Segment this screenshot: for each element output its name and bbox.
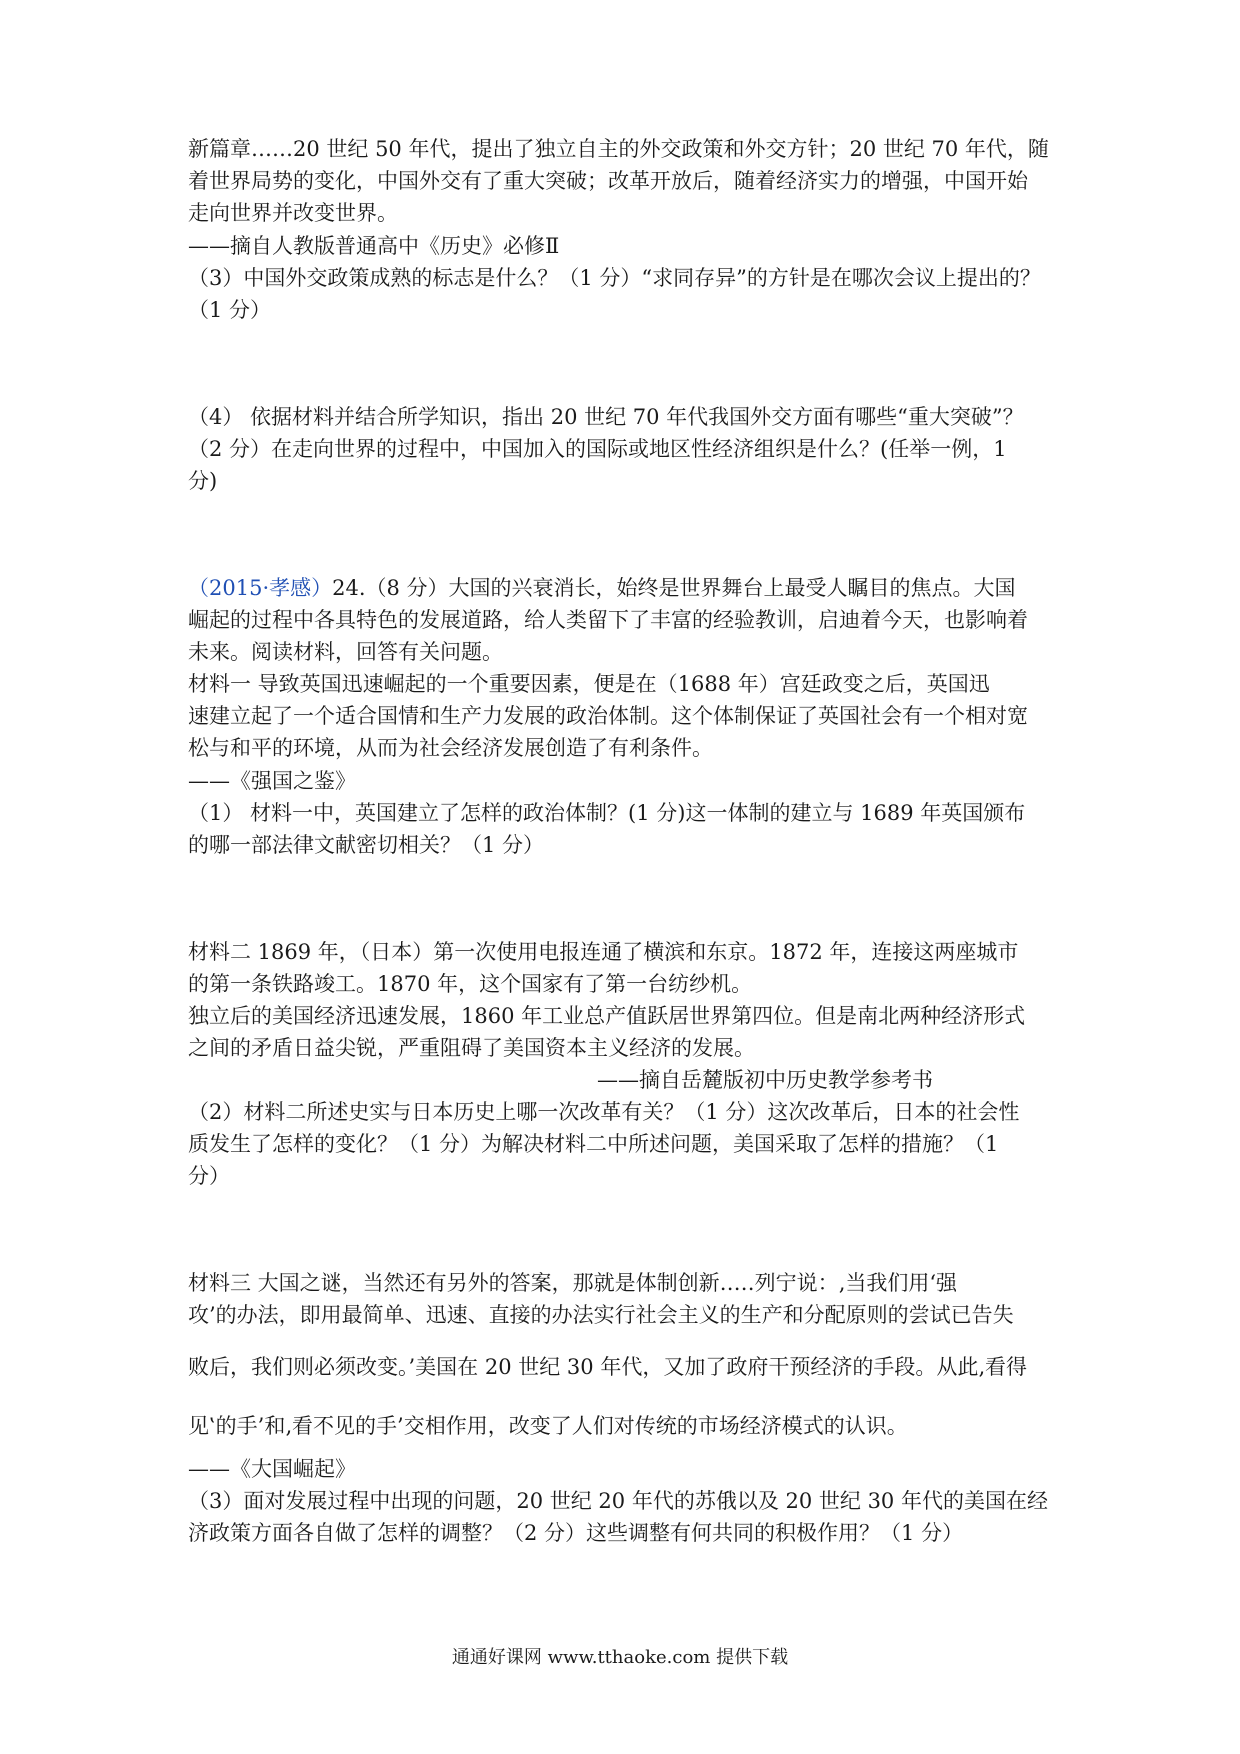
- source-citation: ——摘自人教版普通高中《历史》必修Ⅱ: [188, 234, 560, 258]
- source-citation: ——《大国崛起》: [188, 1457, 356, 1481]
- text-line: 攻’的办法，即用最简单、迅速、直接的办法实行社会主义的生产和分配原则的尝试已告失: [188, 1303, 1014, 1327]
- material-1: 材料一 导致英国迅速崛起的一个重要因素，便是在（1688 年）宫廷政变之后，英国迅: [188, 672, 990, 696]
- text-line: 速建立起了一个适合国情和生产力发展的政治体制。这个体制保证了英国社会有一个相对宽: [188, 704, 1028, 728]
- text-line: 济政策方面各自做了怎样的调整？（2 分）这些调整有何共同的积极作用？（1 分）: [188, 1521, 964, 1545]
- text-line: （1 分）: [188, 298, 272, 322]
- text-line: 的第一条铁路竣工。1870 年，这个国家有了第一台纺纱机。: [188, 972, 753, 996]
- page-footer: 通通好课网 www.tthaoke.com 提供下载: [451, 1647, 789, 1668]
- question-4: （4） 依据材料并结合所学知识，指出 20 世纪 70 年代我国外交方面有哪些“重大突破”？: [188, 405, 1024, 429]
- text-line: 的哪一部法律文献密切相关？（1 分）: [188, 833, 545, 857]
- question-24-intro: [188, 573, 1060, 603]
- text-line: 走向世界并改变世界。: [188, 201, 398, 225]
- text-line: （2 分）在走向世界的过程中，中国加入的国际或地区性经济组织是什么？(任举一例，1: [188, 437, 1007, 461]
- material-2: 材料二 1869 年，（日本）第一次使用电报连通了横滨和东京。1872 年，连接这两座城市: [188, 940, 1019, 964]
- source-citation-right: ——摘自岳麓版初中历史教学参考书: [597, 1068, 933, 1092]
- text-line: 着世界局势的变化，中国外交有了重大突破；改革开放后，随着经济实力的增强，中国开始: [188, 169, 1028, 193]
- text-line: 质发生了怎样的变化？（1 分）为解决材料二中所述问题，美国采取了怎样的措施？（1: [188, 1132, 999, 1156]
- text-line: 未来。阅读材料，回答有关问题。: [188, 640, 503, 664]
- question-3-b: （3）面对发展过程中出现的问题，20 世纪 20 年代的苏俄以及 20 世纪 30 年代的美国在经: [188, 1489, 1048, 1513]
- text-line: 败后，我们则必须改变。’美国在 20 世纪 30 年代，又加了政府干预经济的手段。从此‚看得: [188, 1355, 1027, 1379]
- question-2: （2）材料二所述史实与日本历史上哪一次改革有关？（1 分）这次改革后，日本的社会性: [188, 1100, 1020, 1124]
- question-3: （3）中国外交政策成熟的标志是什么？（1 分）“求同存异”的方针是在哪次会议上提出的？: [188, 266, 1041, 290]
- text-line: 之间的矛盾日益尖锐，严重阻碍了美国资本主义经济的发展。: [188, 1036, 755, 1060]
- text-line: 崛起的过程中各具特色的发展道路，给人类留下了丰富的经验教训，启迪着今天，也影响着: [188, 608, 1028, 632]
- text-line: 松与和平的环境，从而为社会经济发展创造了有利条件。: [188, 736, 713, 760]
- source-citation: ——《强国之鉴》: [188, 769, 356, 793]
- text-line: 分): [188, 469, 218, 493]
- question-24-text: 24.（8 分）大国的兴衰消长，始终是世界舞台上最受人瞩目的焦点。大国: [332, 576, 1016, 600]
- material-3: 材料三 大国之谜，当然还有另外的答案，那就是体制创新…‥列宁说：‚当我们用‘强: [188, 1271, 958, 1295]
- question-1: （1） 材料一中，英国建立了怎样的政治体制？(1 分)这一体制的建立与 1689 年英国颁布: [188, 801, 1026, 825]
- text-line: 新篇章……20 世纪 50 年代，提出了独立自主的外交政策和外交方针；20 世纪 70 年代，随: [188, 137, 1049, 161]
- exam-source-tag: （2015·孝感）: [188, 576, 333, 600]
- text-line: 独立后的美国经济迅速发展，1860 年工业总产值跃居世界第四位。但是南北两种经济形式: [188, 1004, 1026, 1028]
- text-line: 见‛的手’和‚看不见的手’交相作用，改变了人们对传统的市场经济模式的认识。: [188, 1414, 908, 1438]
- text-line: 分）: [188, 1164, 230, 1188]
